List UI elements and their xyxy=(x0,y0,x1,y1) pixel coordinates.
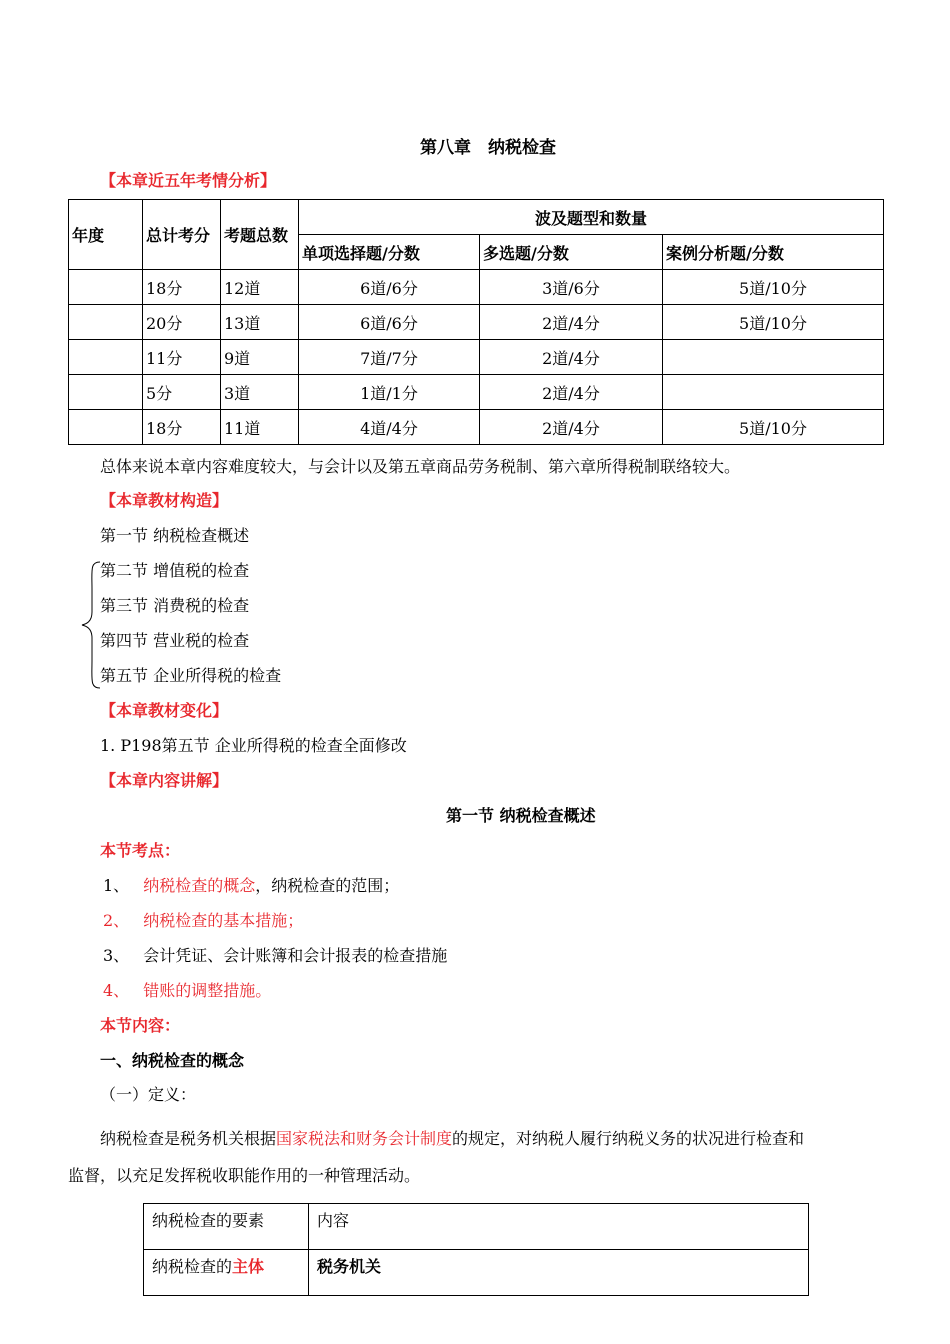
cell-single: 7道/7分 xyxy=(299,340,480,375)
point-text: 会计凭证、会计账簿和会计报表的检查措施 xyxy=(143,946,448,965)
cell-score: 18分 xyxy=(143,410,221,445)
cell-year xyxy=(69,375,143,410)
cell-count: 11道 xyxy=(221,410,299,445)
exam-point-4 xyxy=(103,978,271,1001)
cell-single: 1道/1分 xyxy=(299,375,480,410)
cell-single: 6道/6分 xyxy=(299,305,480,340)
table-row xyxy=(144,1204,809,1250)
cell-multi: 3道/6分 xyxy=(480,270,663,305)
summary-text: 总体来说本章内容难度较大，与会计以及第五章商品劳务税制、第六章所得税制联络较大。 xyxy=(100,457,741,476)
exam-point-3 xyxy=(103,943,447,966)
header-total-score: 总计考分 xyxy=(143,200,221,270)
section-list-item: 第二节 增值税的检查 xyxy=(100,561,250,580)
changes-heading: 【本章教材变化】 xyxy=(100,701,229,720)
cell-score: 5分 xyxy=(143,375,221,410)
cell-element-header: 纳税检查的要素 xyxy=(144,1204,309,1250)
cell-case: 5道/10分 xyxy=(663,410,884,445)
header-question-types: 波及题型和数量 xyxy=(299,200,884,235)
definition-text: 纳税检查是税务机关根据 xyxy=(100,1129,277,1148)
cell-multi: 2道/4分 xyxy=(480,340,663,375)
header-case-analysis: 案例分析题/分数 xyxy=(663,235,884,270)
cell-single: 4道/4分 xyxy=(299,410,480,445)
point-text: ，纳税检查的范围； xyxy=(255,876,400,895)
point-number: 2、 xyxy=(103,911,130,930)
table-row xyxy=(69,305,884,340)
cell-case xyxy=(663,375,884,410)
cell-single: 6道/6分 xyxy=(299,270,480,305)
cell-multi: 2道/4分 xyxy=(480,410,663,445)
definition-label: （一）定义： xyxy=(100,1085,197,1104)
header-single-choice: 单项选择题/分数 xyxy=(299,235,480,270)
header-multi-choice: 多选题/分数 xyxy=(480,235,663,270)
table-row xyxy=(69,410,884,445)
table-row xyxy=(144,1250,809,1296)
content-label: 本节内容： xyxy=(100,1016,181,1035)
section-list-item: 第四节 营业税的检查 xyxy=(100,631,250,650)
cell-content-header: 内容 xyxy=(309,1204,809,1250)
table-row xyxy=(69,375,884,410)
curly-brace-icon xyxy=(80,560,102,690)
cell-year xyxy=(69,410,143,445)
cell-multi: 2道/4分 xyxy=(480,375,663,410)
cell-score: 20分 xyxy=(143,305,221,340)
cell-year xyxy=(69,340,143,375)
cell-count: 13道 xyxy=(221,305,299,340)
section-list-item: 第五节 企业所得税的检查 xyxy=(100,666,282,685)
cell-content: 税务机关 xyxy=(309,1250,809,1296)
section-list-item: 第三节 消费税的检查 xyxy=(100,596,250,615)
exam-point-2 xyxy=(103,908,303,931)
point-number: 4、 xyxy=(103,981,130,1000)
cell-score: 11分 xyxy=(143,340,221,375)
cell-score: 18分 xyxy=(143,270,221,305)
exam-point-1 xyxy=(103,873,399,896)
cell-case xyxy=(663,340,884,375)
analysis-heading: 【本章近五年考情分析】 xyxy=(100,171,277,190)
table-row xyxy=(69,340,884,375)
content-heading: 【本章内容讲解】 xyxy=(100,771,229,790)
point-number: 3、 xyxy=(103,946,130,965)
structure-heading: 【本章教材构造】 xyxy=(100,491,229,510)
element-highlight: 主体 xyxy=(232,1257,265,1276)
cell-year xyxy=(69,305,143,340)
definition-highlight: 国家税法和财务会计制度 xyxy=(276,1129,453,1148)
point-text-highlight: 纳税检查的基本措施； xyxy=(143,911,304,930)
chapter-title: 第八章 纳税检查 xyxy=(420,138,556,158)
definition-text: 的规定，对纳税人履行纳税义务的状况进行检查和 xyxy=(452,1129,805,1148)
definition-paragraph-line2: 监督，以充足发挥税收职能作用的一种管理活动。 xyxy=(68,1166,421,1185)
cell-multi: 2道/4分 xyxy=(480,305,663,340)
elements-table xyxy=(143,1203,809,1296)
header-total-questions: 考题总数 xyxy=(221,200,299,270)
section-list-item: 第一节 纳税检查概述 xyxy=(100,526,250,545)
table-header-row xyxy=(69,200,884,235)
section1-title: 第一节 纳税检查概述 xyxy=(446,806,596,825)
cell-count: 12道 xyxy=(221,270,299,305)
table-row xyxy=(69,270,884,305)
change-item: 1. P198第五节 企业所得税的检查全面修改 xyxy=(100,736,407,755)
cell-year xyxy=(69,270,143,305)
point-number: 1、 xyxy=(103,876,130,895)
cell-count: 9道 xyxy=(221,340,299,375)
exam-points-label: 本节考点： xyxy=(100,841,181,860)
cell-element xyxy=(144,1250,309,1296)
definition-paragraph-line1 xyxy=(100,1126,804,1149)
header-year: 年度 xyxy=(69,200,143,270)
exam-analysis-table xyxy=(68,199,884,445)
point-text-highlight: 错账的调整措施。 xyxy=(143,981,272,1000)
cell-count: 3道 xyxy=(221,375,299,410)
concept-heading: 一、纳税检查的概念 xyxy=(100,1051,245,1070)
point-text-highlight: 纳税检查的概念 xyxy=(143,876,256,895)
element-prefix: 纳税检查的 xyxy=(152,1257,233,1276)
cell-case: 5道/10分 xyxy=(663,305,884,340)
cell-case: 5道/10分 xyxy=(663,270,884,305)
